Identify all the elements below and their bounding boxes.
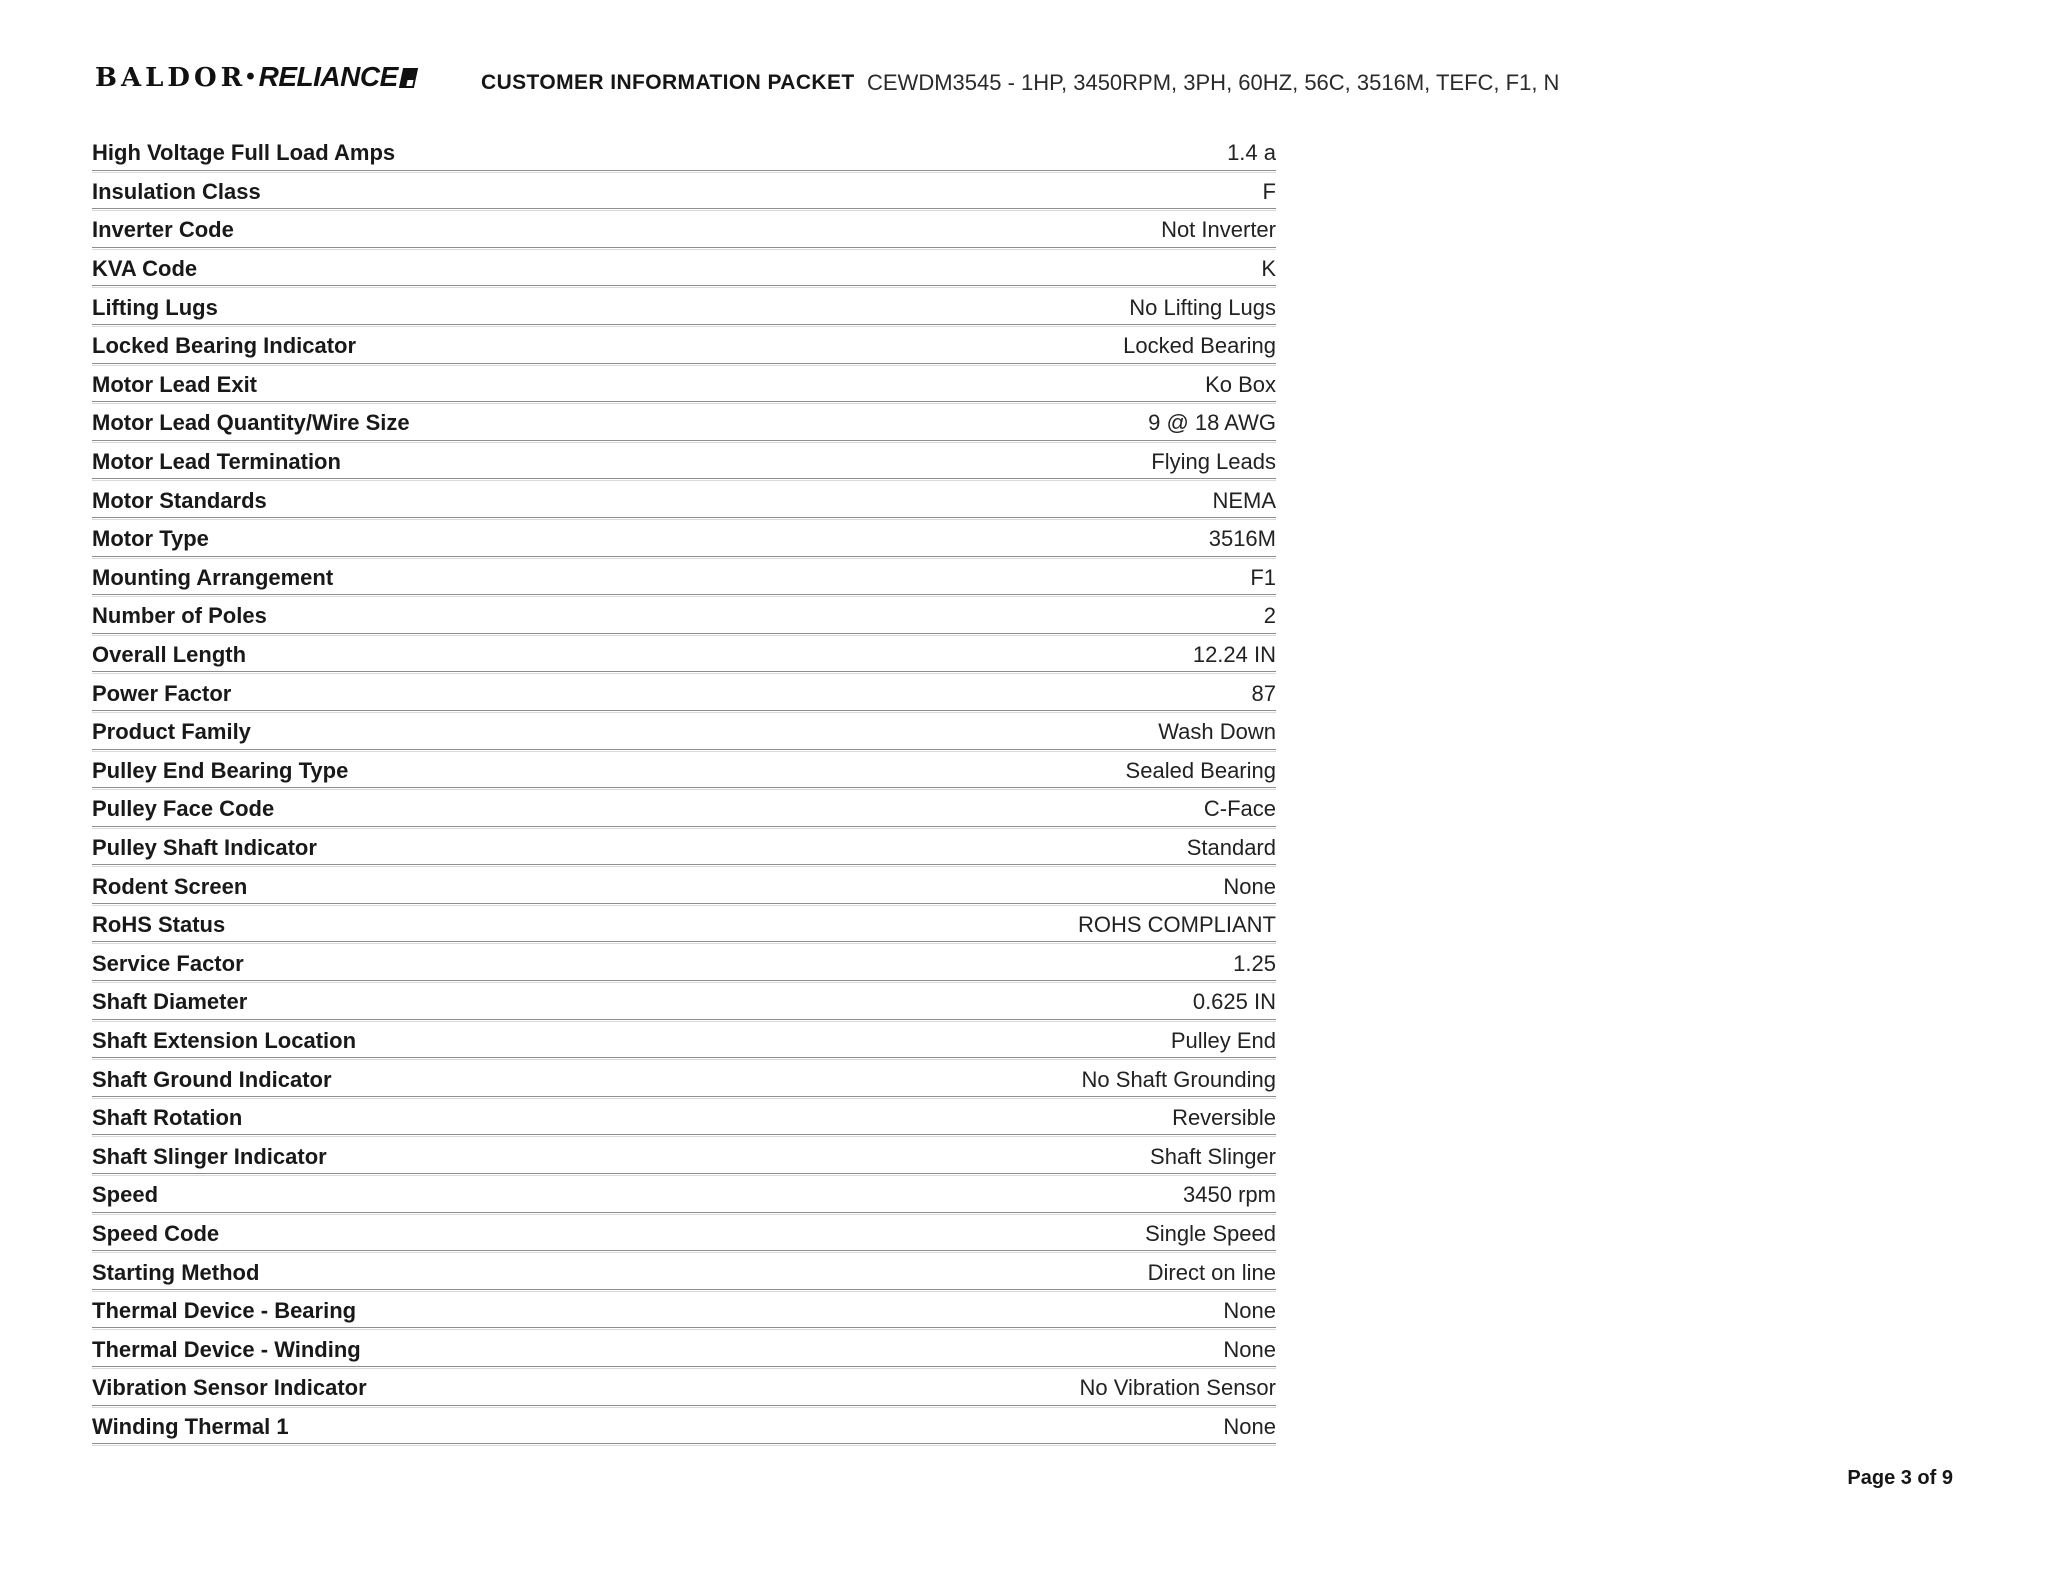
page-number: Page 3 of 9 bbox=[1847, 1467, 1953, 1489]
spec-label: Mounting Arrangement bbox=[92, 564, 334, 590]
spec-row bbox=[92, 250, 1276, 289]
spec-value: 87 bbox=[1251, 680, 1276, 706]
spec-row bbox=[92, 713, 1276, 752]
spec-value: 1.25 bbox=[1233, 950, 1276, 976]
spec-value: No Lifting Lugs bbox=[1129, 294, 1276, 320]
spec-value: Pulley End bbox=[1170, 1027, 1276, 1053]
spec-label: Pulley Shaft Indicator bbox=[92, 834, 317, 860]
spec-label: Number of Poles bbox=[92, 603, 267, 629]
spec-label: Service Factor bbox=[92, 950, 244, 976]
spec-row bbox=[92, 173, 1276, 212]
spec-label: Speed bbox=[92, 1182, 159, 1208]
spec-label: Pulley End Bearing Type bbox=[92, 757, 349, 783]
spec-row bbox=[92, 559, 1276, 598]
spec-value: Single Speed bbox=[1145, 1220, 1276, 1246]
spec-value: Sealed Bearing bbox=[1125, 757, 1276, 783]
spec-label: Shaft Ground Indicator bbox=[92, 1066, 332, 1092]
spec-row bbox=[92, 983, 1276, 1022]
spec-row bbox=[92, 1022, 1276, 1061]
spec-value: Ko Box bbox=[1205, 371, 1276, 397]
spec-label: Winding Thermal 1 bbox=[92, 1413, 289, 1439]
spec-value: Wash Down bbox=[1158, 719, 1276, 745]
spec-label: RoHS Status bbox=[92, 912, 226, 938]
spec-label: Lifting Lugs bbox=[92, 294, 218, 320]
spec-label: Motor Lead Exit bbox=[92, 371, 258, 397]
spec-value: Flying Leads bbox=[1151, 449, 1276, 475]
spec-row bbox=[92, 1369, 1276, 1408]
spec-row bbox=[92, 134, 1276, 173]
spec-row bbox=[92, 636, 1276, 675]
spec-value: F1 bbox=[1250, 564, 1276, 590]
spec-label: Motor Standards bbox=[92, 487, 267, 513]
spec-row bbox=[92, 211, 1276, 250]
spec-label: Thermal Device - Winding bbox=[92, 1336, 361, 1362]
spec-label: Speed Code bbox=[92, 1220, 220, 1246]
spec-row bbox=[92, 443, 1276, 482]
spec-value: K bbox=[1261, 256, 1276, 282]
spec-value: Reversible bbox=[1172, 1105, 1276, 1131]
spec-label: High Voltage Full Load Amps bbox=[92, 140, 396, 166]
spec-row bbox=[92, 829, 1276, 868]
spec-label: Rodent Screen bbox=[92, 873, 248, 899]
document-title: CUSTOMER INFORMATION PACKET bbox=[481, 71, 855, 94]
spec-row bbox=[92, 674, 1276, 713]
spec-value: No Vibration Sensor bbox=[1079, 1375, 1276, 1401]
spec-label: Power Factor bbox=[92, 680, 232, 706]
spec-label: KVA Code bbox=[92, 256, 198, 282]
spec-label: Motor Lead Quantity/Wire Size bbox=[92, 410, 410, 436]
logo-baldor-text: BALDOR bbox=[95, 63, 247, 93]
spec-row bbox=[92, 481, 1276, 520]
spec-row bbox=[92, 1099, 1276, 1138]
spec-label: Pulley Face Code bbox=[92, 796, 275, 822]
spec-label: Product Family bbox=[92, 719, 251, 745]
spec-table bbox=[92, 134, 1276, 1446]
spec-row bbox=[92, 1408, 1276, 1447]
spec-value: C-Face bbox=[1203, 796, 1276, 822]
spec-row bbox=[92, 1176, 1276, 1215]
spec-label: Starting Method bbox=[92, 1259, 260, 1285]
spec-row bbox=[92, 327, 1276, 366]
spec-value: No Shaft Grounding bbox=[1081, 1066, 1276, 1092]
spec-value: None bbox=[1223, 873, 1276, 899]
spec-label: Inverter Code bbox=[92, 217, 234, 243]
spec-value: None bbox=[1223, 1298, 1276, 1324]
spec-row bbox=[92, 1060, 1276, 1099]
spec-value: None bbox=[1223, 1336, 1276, 1362]
spec-value: 9 @ 18 AWG bbox=[1148, 410, 1276, 436]
spec-row bbox=[92, 1215, 1276, 1254]
spec-label: Motor Lead Termination bbox=[92, 449, 341, 475]
spec-row bbox=[92, 1137, 1276, 1176]
spec-value: 1.4 a bbox=[1227, 140, 1276, 166]
reliance-trademark-icon bbox=[399, 68, 418, 88]
spec-value: ROHS COMPLIANT bbox=[1077, 912, 1276, 938]
spec-row bbox=[92, 944, 1276, 983]
spec-value: None bbox=[1223, 1413, 1276, 1439]
spec-value: NEMA bbox=[1212, 487, 1276, 513]
spec-label: Shaft Extension Location bbox=[92, 1027, 357, 1053]
product-code-subtitle: CEWDM3545 - 1HP, 3450RPM, 3PH, 60HZ, 56C, 3516M, TEFC, F1, N bbox=[867, 70, 1560, 95]
spec-label: Shaft Slinger Indicator bbox=[92, 1143, 327, 1169]
spec-value: 12.24 IN bbox=[1192, 642, 1276, 668]
spec-value: 2 bbox=[1263, 603, 1276, 629]
spec-label: Shaft Rotation bbox=[92, 1105, 243, 1131]
spec-label: Overall Length bbox=[92, 642, 247, 668]
spec-value: 3516M bbox=[1208, 526, 1276, 552]
spec-label: Vibration Sensor Indicator bbox=[92, 1375, 367, 1401]
spec-label: Shaft Diameter bbox=[92, 989, 248, 1015]
spec-row bbox=[92, 404, 1276, 443]
spec-row bbox=[92, 906, 1276, 945]
spec-value: 0.625 IN bbox=[1192, 989, 1276, 1015]
spec-label: Motor Type bbox=[92, 526, 209, 552]
spec-value: F bbox=[1262, 178, 1276, 204]
spec-value: Not Inverter bbox=[1161, 217, 1276, 243]
spec-value: Standard bbox=[1186, 834, 1276, 860]
spec-row bbox=[92, 520, 1276, 559]
spec-value: 3450 rpm bbox=[1183, 1182, 1276, 1208]
spec-label: Locked Bearing Indicator bbox=[92, 333, 357, 359]
spec-label: Insulation Class bbox=[92, 178, 261, 204]
spec-value: Locked Bearing bbox=[1123, 333, 1276, 359]
spec-row bbox=[92, 790, 1276, 829]
logo-reliance-text: RELIANCE bbox=[258, 61, 398, 92]
spec-row bbox=[92, 1330, 1276, 1369]
spec-row bbox=[92, 288, 1276, 327]
spec-value: Shaft Slinger bbox=[1150, 1143, 1276, 1169]
spec-row bbox=[92, 1253, 1276, 1292]
spec-row bbox=[92, 752, 1276, 791]
spec-value: Direct on line bbox=[1147, 1259, 1276, 1285]
baldor-reliance-logo bbox=[95, 61, 416, 93]
logo-dot-separator: • bbox=[246, 63, 255, 90]
spec-label: Thermal Device - Bearing bbox=[92, 1298, 357, 1324]
spec-row bbox=[92, 366, 1276, 405]
spec-row bbox=[92, 867, 1276, 906]
spec-row bbox=[92, 597, 1276, 636]
spec-row bbox=[92, 1292, 1276, 1331]
